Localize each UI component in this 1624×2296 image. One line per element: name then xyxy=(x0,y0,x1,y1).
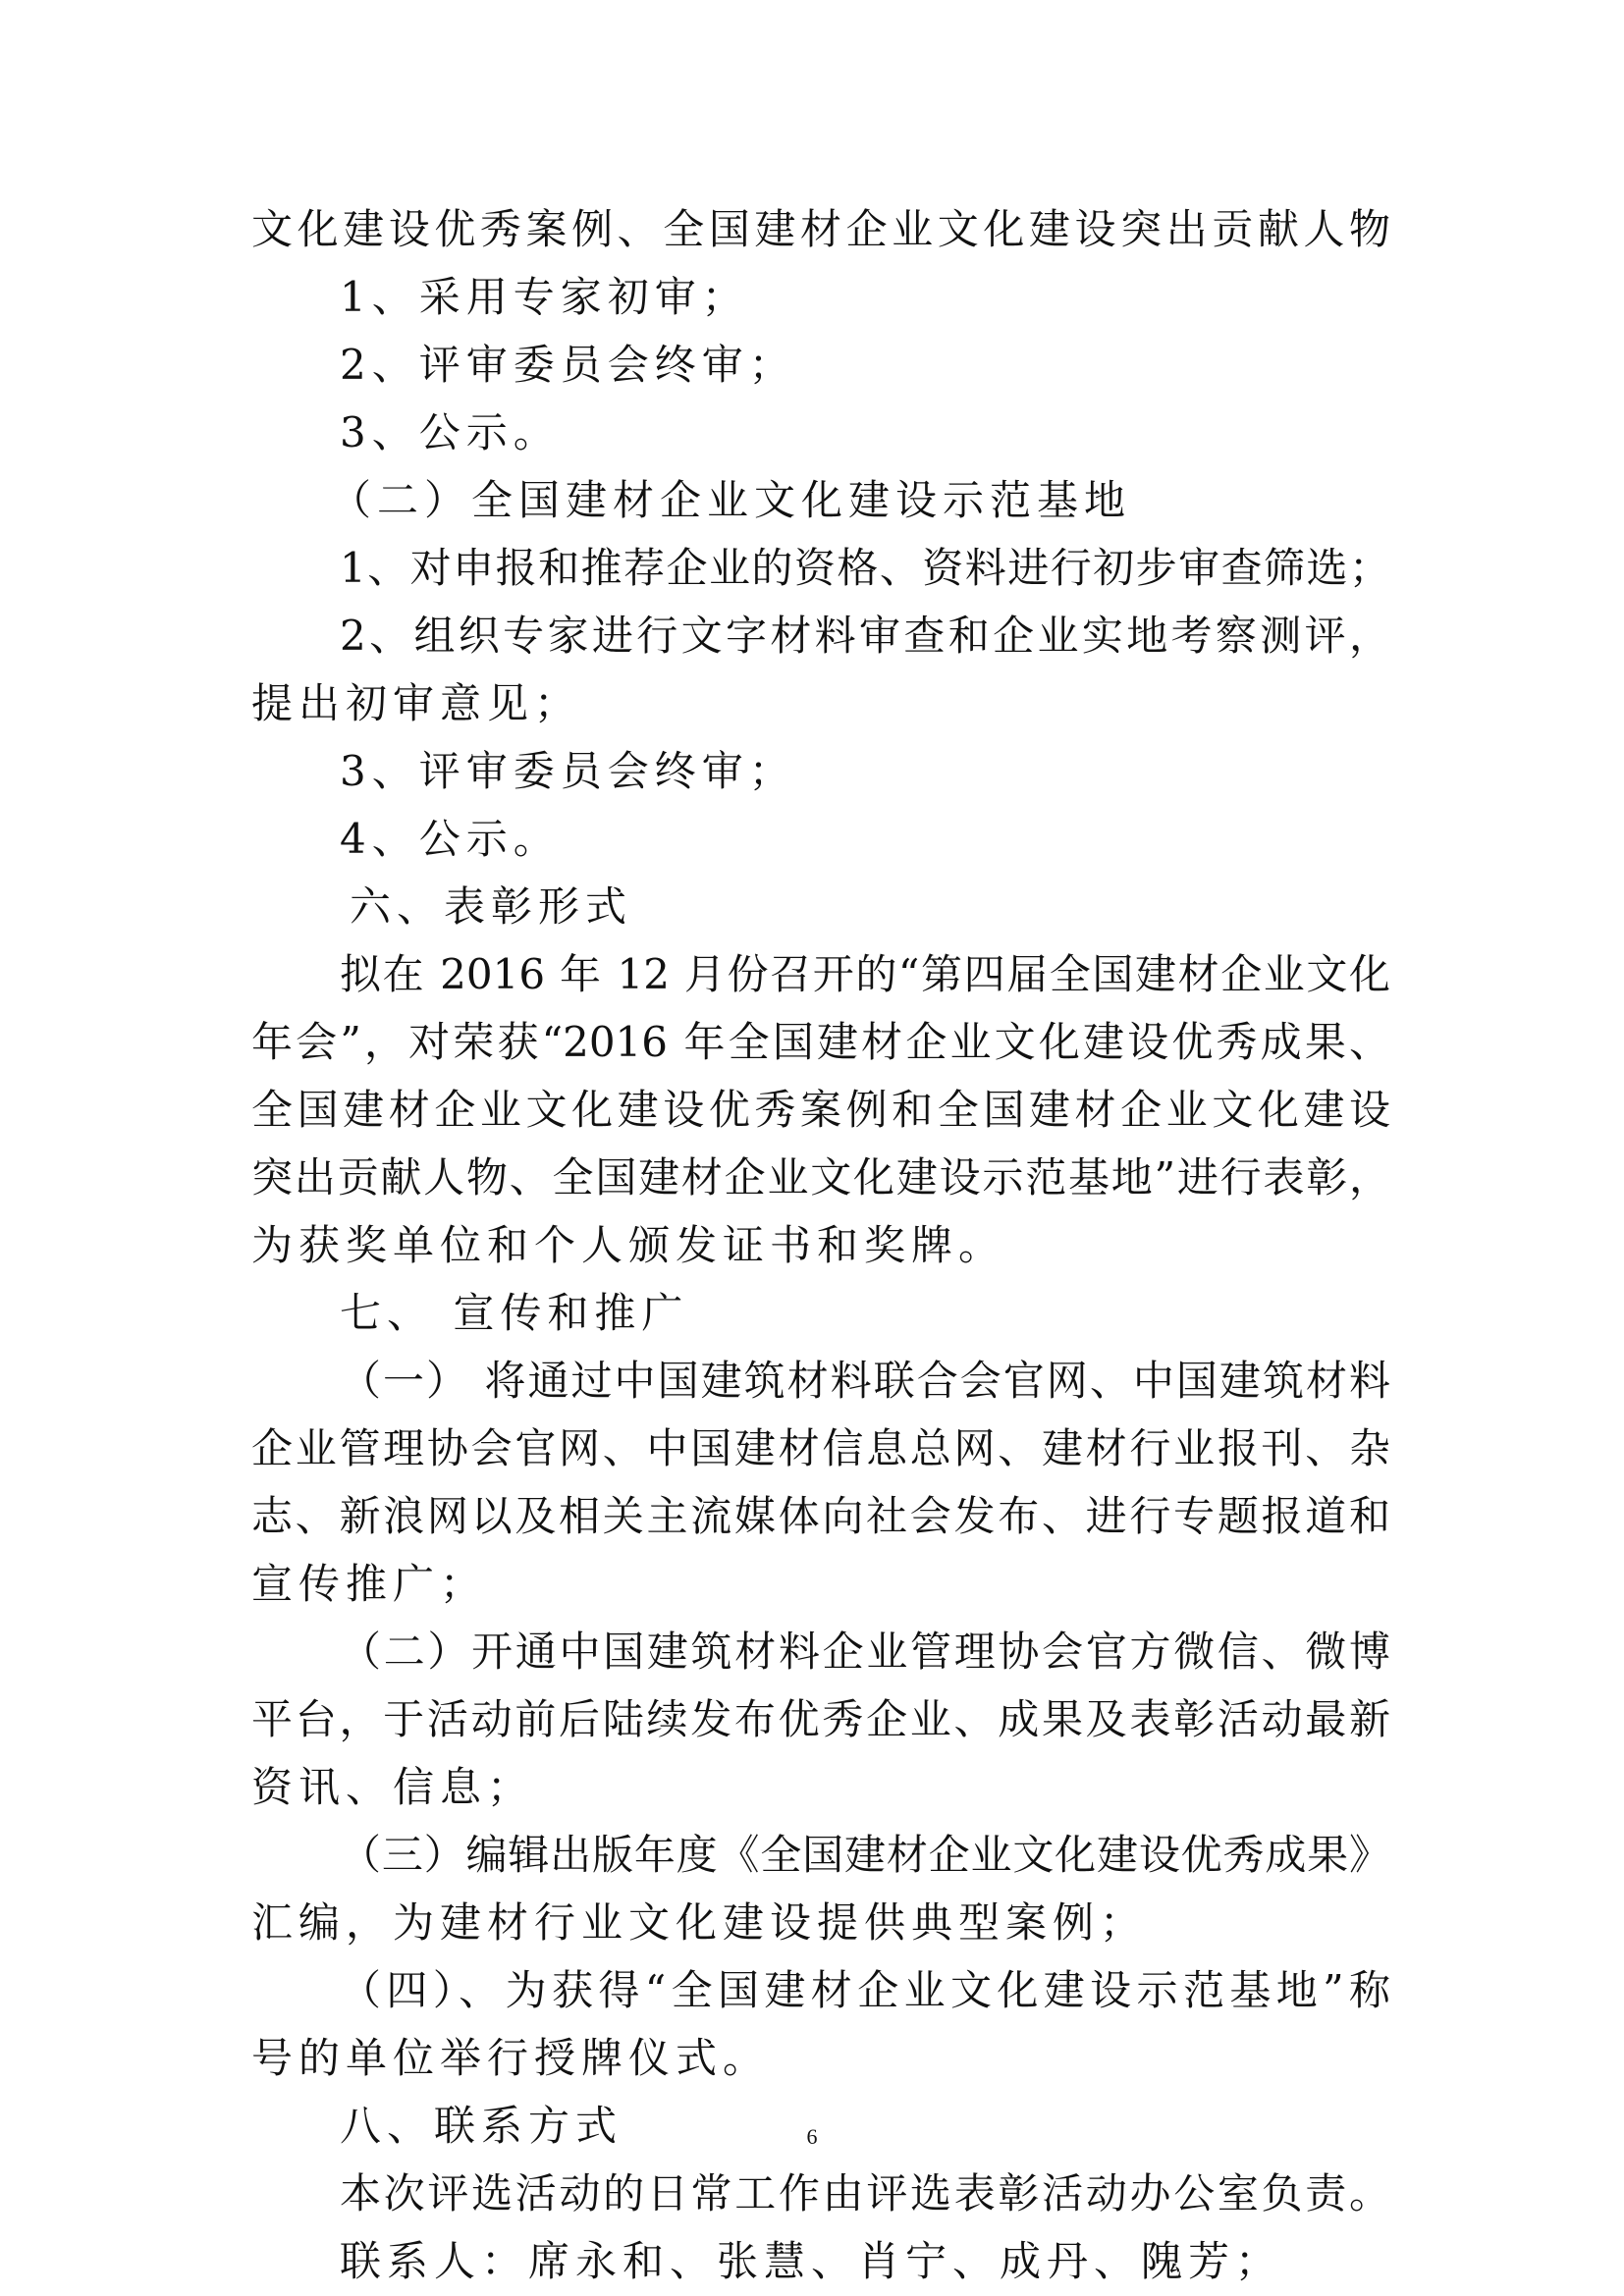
text-line-28: 号的单位举行授牌仪式。 xyxy=(251,2034,771,2082)
text-line-16: 为获奖单位和个人颁发证书和奖牌。 xyxy=(251,1221,1006,1269)
text-line-1: 文化建设优秀案例、全国建材企业文化建设突出贡献人物 xyxy=(251,205,1390,253)
text-line-18: （一） 将通过中国建筑材料联合会官网、中国建筑材料 xyxy=(340,1357,1390,1405)
text-line-9: 3、评审委员会终审； xyxy=(340,747,796,795)
text-line-10: 4、公示。 xyxy=(340,815,561,863)
text-line-8: 提出初审意见； xyxy=(251,679,582,727)
text-line-2: 1、采用专家初审； xyxy=(340,273,749,321)
text-line-22: （二）开通中国建筑材料企业管理协会官方微信、微博 xyxy=(340,1628,1390,1676)
text-line-15: 突出贡献人物、全国建材企业文化建设示范基地”进行表彰， xyxy=(251,1153,1390,1201)
section-heading-2: （二）全国建材企业文化建设示范基地 xyxy=(330,476,1132,524)
text-line-6: 1、对申报和推荐企业的资格、资料进行初步审查筛选； xyxy=(340,544,1390,592)
text-line-3: 2、评审委员会终审； xyxy=(340,341,796,389)
text-line-30: 本次评选活动的日常工作由评选表彰活动办公室负责。 xyxy=(340,2169,1390,2217)
section-heading-6: 六、表彰形式 xyxy=(350,882,633,931)
text-line-24: 资讯、信息； xyxy=(251,1763,535,1811)
text-line-13: 年会”，对荣获“2016 年全国建材企业文化建设优秀成果、 xyxy=(251,1018,1390,1066)
text-line-14: 全国建材企业文化建设优秀案例和全国建材企业文化建设 xyxy=(251,1086,1390,1134)
text-line-27: （四）、为获得“全国建材企业文化建设示范基地”称 xyxy=(340,1966,1390,2014)
text-line-12: 拟在 2016 年 12 月份召开的“第四届全国建材企业文化 xyxy=(340,950,1390,998)
text-line-26: 汇编，为建材行业文化建设提供典型案例； xyxy=(251,1898,1148,1947)
text-line-7: 2、组织专家进行文字材料审查和企业实地考察测评， xyxy=(340,612,1390,660)
text-line-19: 企业管理协会官网、中国建材信息总网、建材行业报刊、杂 xyxy=(251,1424,1390,1472)
section-heading-8: 八、联系方式 xyxy=(340,2102,623,2150)
page-number: 6 xyxy=(806,2124,818,2149)
section-heading-7: 七、 宣传和推广 xyxy=(340,1289,689,1337)
text-line-31: 联系人：席永和、张慧、肖宁、成丹、隗芳； xyxy=(340,2237,1283,2285)
text-line-20: 志、新浪网以及相关主流媒体向社会发布、进行专题报道和 xyxy=(251,1492,1390,1540)
text-line-21: 宣传推广； xyxy=(251,1560,488,1608)
text-line-4: 3、公示。 xyxy=(340,408,561,456)
text-line-25: （三）编辑出版年度《全国建材企业文化建设优秀成果》 xyxy=(340,1831,1390,1879)
text-line-23: 平台，于活动前后陆续发布优秀企业、成果及表彰活动最新 xyxy=(251,1695,1390,1743)
